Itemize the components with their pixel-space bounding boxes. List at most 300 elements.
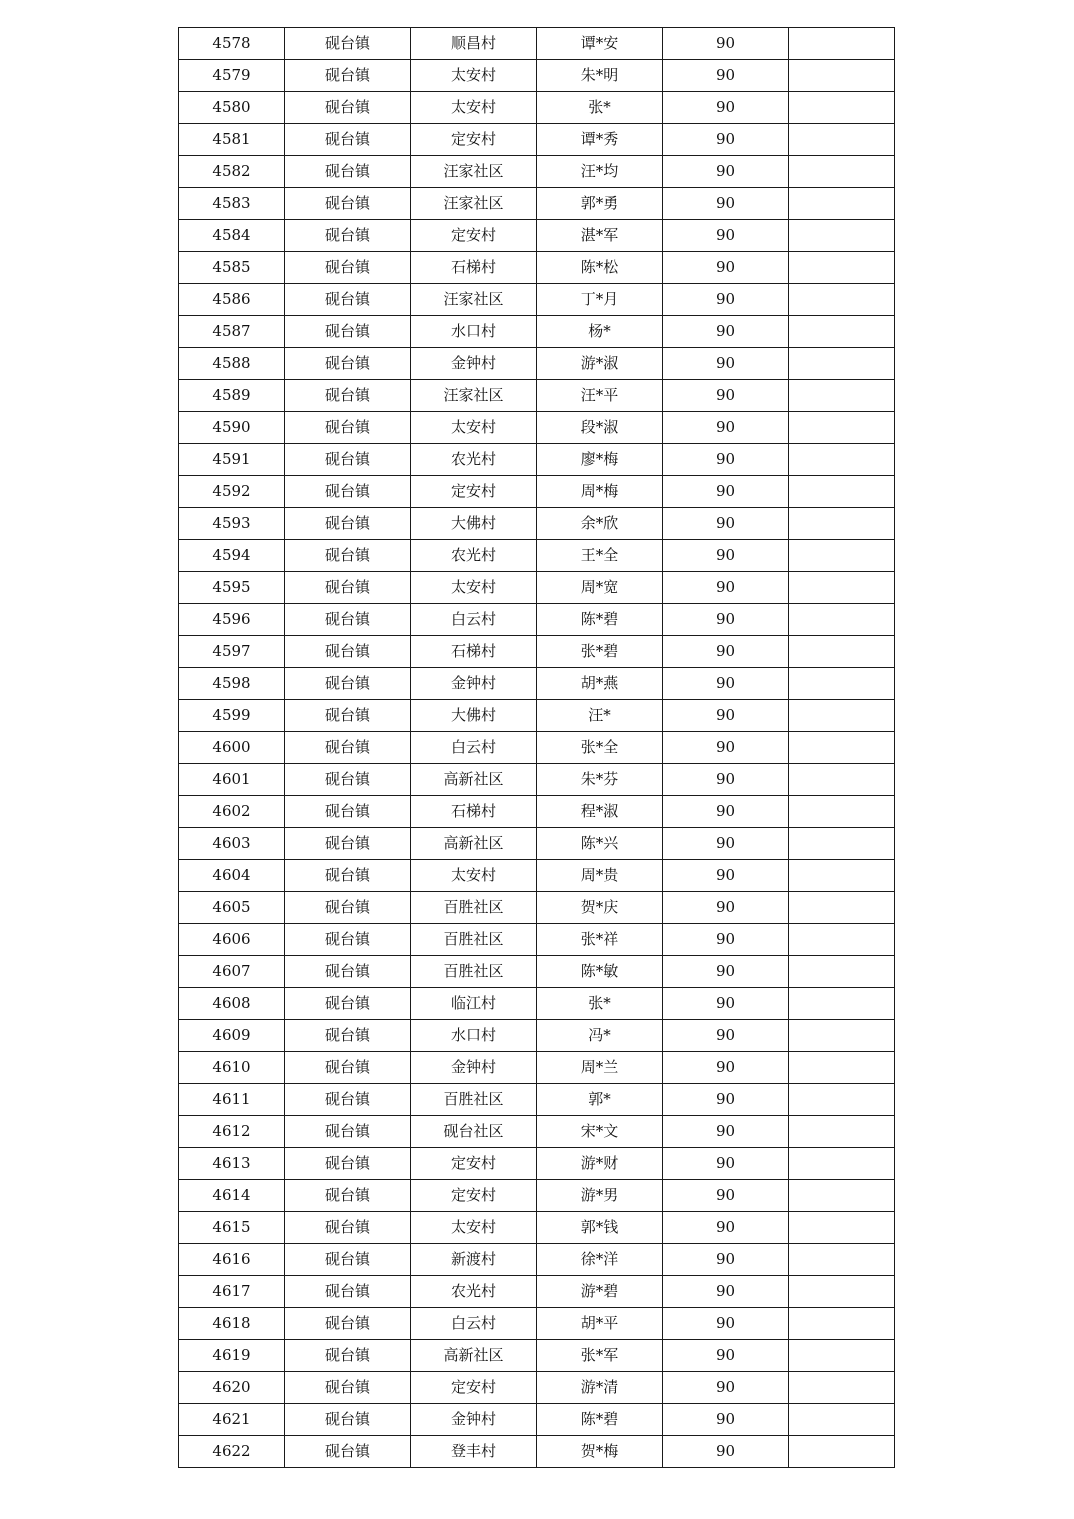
serial-number-cell: 4587 xyxy=(179,316,285,348)
name-cell: 张* xyxy=(537,92,663,124)
amount-cell: 90 xyxy=(663,700,789,732)
town-cell: 砚台镇 xyxy=(285,1116,411,1148)
village-cell: 金钟村 xyxy=(411,348,537,380)
amount-cell: 90 xyxy=(663,1308,789,1340)
note-cell xyxy=(789,732,895,764)
table-row xyxy=(179,92,895,124)
town-cell: 砚台镇 xyxy=(285,508,411,540)
town-cell: 砚台镇 xyxy=(285,1212,411,1244)
note-cell xyxy=(789,1244,895,1276)
town-cell: 砚台镇 xyxy=(285,444,411,476)
amount-cell: 90 xyxy=(663,988,789,1020)
town-cell: 砚台镇 xyxy=(285,348,411,380)
name-cell: 游*碧 xyxy=(537,1276,663,1308)
name-cell: 汪*均 xyxy=(537,156,663,188)
note-cell xyxy=(789,1308,895,1340)
note-cell xyxy=(789,508,895,540)
amount-cell: 90 xyxy=(663,1052,789,1084)
village-cell: 太安村 xyxy=(411,412,537,444)
serial-number-cell: 4615 xyxy=(179,1212,285,1244)
note-cell xyxy=(789,316,895,348)
amount-cell: 90 xyxy=(663,540,789,572)
table-row xyxy=(179,1212,895,1244)
note-cell xyxy=(789,1276,895,1308)
amount-cell: 90 xyxy=(663,1148,789,1180)
name-cell: 胡*燕 xyxy=(537,668,663,700)
serial-number-cell: 4582 xyxy=(179,156,285,188)
name-cell: 宋*文 xyxy=(537,1116,663,1148)
roster-table-body xyxy=(179,28,895,1468)
table-row xyxy=(179,1276,895,1308)
amount-cell: 90 xyxy=(663,220,789,252)
note-cell xyxy=(789,1116,895,1148)
name-cell: 杨* xyxy=(537,316,663,348)
note-cell xyxy=(789,156,895,188)
table-row xyxy=(179,252,895,284)
town-cell: 砚台镇 xyxy=(285,988,411,1020)
village-cell: 高新社区 xyxy=(411,1340,537,1372)
note-cell xyxy=(789,1084,895,1116)
table-row xyxy=(179,188,895,220)
town-cell: 砚台镇 xyxy=(285,60,411,92)
note-cell xyxy=(789,444,895,476)
amount-cell: 90 xyxy=(663,1244,789,1276)
amount-cell: 90 xyxy=(663,124,789,156)
name-cell: 陈*松 xyxy=(537,252,663,284)
serial-number-cell: 4578 xyxy=(179,28,285,60)
amount-cell: 90 xyxy=(663,444,789,476)
village-cell: 新渡村 xyxy=(411,1244,537,1276)
name-cell: 游*男 xyxy=(537,1180,663,1212)
note-cell xyxy=(789,412,895,444)
note-cell xyxy=(789,60,895,92)
serial-number-cell: 4621 xyxy=(179,1404,285,1436)
serial-number-cell: 4583 xyxy=(179,188,285,220)
town-cell: 砚台镇 xyxy=(285,28,411,60)
town-cell: 砚台镇 xyxy=(285,924,411,956)
town-cell: 砚台镇 xyxy=(285,476,411,508)
table-row xyxy=(179,572,895,604)
amount-cell: 90 xyxy=(663,572,789,604)
table-row xyxy=(179,732,895,764)
note-cell xyxy=(789,1340,895,1372)
amount-cell: 90 xyxy=(663,1084,789,1116)
amount-cell: 90 xyxy=(663,1404,789,1436)
table-row xyxy=(179,764,895,796)
village-cell: 汪家社区 xyxy=(411,156,537,188)
name-cell: 陈*碧 xyxy=(537,604,663,636)
village-cell: 农光村 xyxy=(411,1276,537,1308)
serial-number-cell: 4592 xyxy=(179,476,285,508)
name-cell: 张*军 xyxy=(537,1340,663,1372)
name-cell: 廖*梅 xyxy=(537,444,663,476)
town-cell: 砚台镇 xyxy=(285,1404,411,1436)
note-cell xyxy=(789,1436,895,1468)
town-cell: 砚台镇 xyxy=(285,892,411,924)
note-cell xyxy=(789,572,895,604)
town-cell: 砚台镇 xyxy=(285,1244,411,1276)
amount-cell: 90 xyxy=(663,284,789,316)
village-cell: 白云村 xyxy=(411,604,537,636)
table-row xyxy=(179,412,895,444)
serial-number-cell: 4612 xyxy=(179,1116,285,1148)
serial-number-cell: 4614 xyxy=(179,1180,285,1212)
village-cell: 高新社区 xyxy=(411,828,537,860)
amount-cell: 90 xyxy=(663,1020,789,1052)
town-cell: 砚台镇 xyxy=(285,604,411,636)
serial-number-cell: 4581 xyxy=(179,124,285,156)
serial-number-cell: 4618 xyxy=(179,1308,285,1340)
table-row xyxy=(179,1052,895,1084)
name-cell: 胡*平 xyxy=(537,1308,663,1340)
amount-cell: 90 xyxy=(663,924,789,956)
serial-number-cell: 4598 xyxy=(179,668,285,700)
name-cell: 冯* xyxy=(537,1020,663,1052)
name-cell: 陈*碧 xyxy=(537,1404,663,1436)
village-cell: 百胜社区 xyxy=(411,1084,537,1116)
name-cell: 王*全 xyxy=(537,540,663,572)
town-cell: 砚台镇 xyxy=(285,1372,411,1404)
serial-number-cell: 4603 xyxy=(179,828,285,860)
table-row xyxy=(179,220,895,252)
table-row xyxy=(179,924,895,956)
town-cell: 砚台镇 xyxy=(285,636,411,668)
town-cell: 砚台镇 xyxy=(285,1276,411,1308)
amount-cell: 90 xyxy=(663,412,789,444)
name-cell: 张*祥 xyxy=(537,924,663,956)
village-cell: 百胜社区 xyxy=(411,924,537,956)
table-row xyxy=(179,508,895,540)
village-cell: 太安村 xyxy=(411,60,537,92)
village-cell: 太安村 xyxy=(411,1212,537,1244)
name-cell: 周*宽 xyxy=(537,572,663,604)
name-cell: 游*淑 xyxy=(537,348,663,380)
town-cell: 砚台镇 xyxy=(285,572,411,604)
village-cell: 登丰村 xyxy=(411,1436,537,1468)
village-cell: 石梯村 xyxy=(411,252,537,284)
amount-cell: 90 xyxy=(663,316,789,348)
name-cell: 汪*平 xyxy=(537,380,663,412)
table-row xyxy=(179,860,895,892)
amount-cell: 90 xyxy=(663,796,789,828)
table-row xyxy=(179,1308,895,1340)
table-row xyxy=(179,60,895,92)
serial-number-cell: 4595 xyxy=(179,572,285,604)
name-cell: 丁*月 xyxy=(537,284,663,316)
serial-number-cell: 4620 xyxy=(179,1372,285,1404)
name-cell: 陈*兴 xyxy=(537,828,663,860)
amount-cell: 90 xyxy=(663,1116,789,1148)
amount-cell: 90 xyxy=(663,1372,789,1404)
village-cell: 白云村 xyxy=(411,1308,537,1340)
table-row xyxy=(179,348,895,380)
note-cell xyxy=(789,1180,895,1212)
village-cell: 太安村 xyxy=(411,92,537,124)
serial-number-cell: 4585 xyxy=(179,252,285,284)
note-cell xyxy=(789,380,895,412)
table-row xyxy=(179,124,895,156)
note-cell xyxy=(789,476,895,508)
town-cell: 砚台镇 xyxy=(285,1052,411,1084)
name-cell: 程*淑 xyxy=(537,796,663,828)
town-cell: 砚台镇 xyxy=(285,220,411,252)
amount-cell: 90 xyxy=(663,28,789,60)
amount-cell: 90 xyxy=(663,1180,789,1212)
serial-number-cell: 4619 xyxy=(179,1340,285,1372)
serial-number-cell: 4610 xyxy=(179,1052,285,1084)
town-cell: 砚台镇 xyxy=(285,92,411,124)
village-cell: 金钟村 xyxy=(411,1404,537,1436)
amount-cell: 90 xyxy=(663,252,789,284)
table-row xyxy=(179,1148,895,1180)
town-cell: 砚台镇 xyxy=(285,956,411,988)
note-cell xyxy=(789,860,895,892)
serial-number-cell: 4597 xyxy=(179,636,285,668)
table-row xyxy=(179,1180,895,1212)
town-cell: 砚台镇 xyxy=(285,668,411,700)
name-cell: 谭*安 xyxy=(537,28,663,60)
note-cell xyxy=(789,604,895,636)
serial-number-cell: 4586 xyxy=(179,284,285,316)
serial-number-cell: 4604 xyxy=(179,860,285,892)
village-cell: 高新社区 xyxy=(411,764,537,796)
table-row xyxy=(179,156,895,188)
note-cell xyxy=(789,188,895,220)
serial-number-cell: 4600 xyxy=(179,732,285,764)
table-row xyxy=(179,476,895,508)
amount-cell: 90 xyxy=(663,92,789,124)
name-cell: 周*贵 xyxy=(537,860,663,892)
amount-cell: 90 xyxy=(663,636,789,668)
table-row xyxy=(179,828,895,860)
serial-number-cell: 4594 xyxy=(179,540,285,572)
table-row xyxy=(179,1340,895,1372)
serial-number-cell: 4601 xyxy=(179,764,285,796)
serial-number-cell: 4588 xyxy=(179,348,285,380)
name-cell: 游*清 xyxy=(537,1372,663,1404)
village-cell: 农光村 xyxy=(411,540,537,572)
name-cell: 朱*芬 xyxy=(537,764,663,796)
note-cell xyxy=(789,1052,895,1084)
amount-cell: 90 xyxy=(663,604,789,636)
note-cell xyxy=(789,892,895,924)
table-row xyxy=(179,1020,895,1052)
table-row xyxy=(179,1404,895,1436)
note-cell xyxy=(789,1148,895,1180)
serial-number-cell: 4596 xyxy=(179,604,285,636)
table-row xyxy=(179,1116,895,1148)
serial-number-cell: 4579 xyxy=(179,60,285,92)
name-cell: 徐*洋 xyxy=(537,1244,663,1276)
village-cell: 大佛村 xyxy=(411,508,537,540)
amount-cell: 90 xyxy=(663,956,789,988)
serial-number-cell: 4607 xyxy=(179,956,285,988)
note-cell xyxy=(789,92,895,124)
town-cell: 砚台镇 xyxy=(285,796,411,828)
name-cell: 郭*钱 xyxy=(537,1212,663,1244)
serial-number-cell: 4584 xyxy=(179,220,285,252)
name-cell: 周*兰 xyxy=(537,1052,663,1084)
note-cell xyxy=(789,1404,895,1436)
note-cell xyxy=(789,924,895,956)
amount-cell: 90 xyxy=(663,860,789,892)
village-cell: 水口村 xyxy=(411,1020,537,1052)
note-cell xyxy=(789,668,895,700)
table-row xyxy=(179,668,895,700)
name-cell: 游*财 xyxy=(537,1148,663,1180)
table-row xyxy=(179,1084,895,1116)
table-row xyxy=(179,700,895,732)
town-cell: 砚台镇 xyxy=(285,1340,411,1372)
name-cell: 周*梅 xyxy=(537,476,663,508)
table-row xyxy=(179,444,895,476)
amount-cell: 90 xyxy=(663,60,789,92)
serial-number-cell: 4593 xyxy=(179,508,285,540)
village-cell: 金钟村 xyxy=(411,668,537,700)
table-row xyxy=(179,1244,895,1276)
name-cell: 张*碧 xyxy=(537,636,663,668)
serial-number-cell: 4608 xyxy=(179,988,285,1020)
serial-number-cell: 4589 xyxy=(179,380,285,412)
name-cell: 朱*明 xyxy=(537,60,663,92)
name-cell: 张* xyxy=(537,988,663,1020)
village-cell: 汪家社区 xyxy=(411,188,537,220)
serial-number-cell: 4609 xyxy=(179,1020,285,1052)
amount-cell: 90 xyxy=(663,156,789,188)
note-cell xyxy=(789,956,895,988)
name-cell: 陈*敏 xyxy=(537,956,663,988)
serial-number-cell: 4616 xyxy=(179,1244,285,1276)
table-row xyxy=(179,1436,895,1468)
serial-number-cell: 4590 xyxy=(179,412,285,444)
village-cell: 百胜社区 xyxy=(411,956,537,988)
town-cell: 砚台镇 xyxy=(285,252,411,284)
name-cell: 谭*秀 xyxy=(537,124,663,156)
roster-table xyxy=(178,27,895,1468)
note-cell xyxy=(789,540,895,572)
town-cell: 砚台镇 xyxy=(285,764,411,796)
town-cell: 砚台镇 xyxy=(285,828,411,860)
serial-number-cell: 4605 xyxy=(179,892,285,924)
amount-cell: 90 xyxy=(663,892,789,924)
note-cell xyxy=(789,284,895,316)
serial-number-cell: 4617 xyxy=(179,1276,285,1308)
village-cell: 汪家社区 xyxy=(411,380,537,412)
name-cell: 贺*梅 xyxy=(537,1436,663,1468)
note-cell xyxy=(789,1020,895,1052)
note-cell xyxy=(789,1212,895,1244)
amount-cell: 90 xyxy=(663,380,789,412)
note-cell xyxy=(789,348,895,380)
village-cell: 汪家社区 xyxy=(411,284,537,316)
serial-number-cell: 4606 xyxy=(179,924,285,956)
town-cell: 砚台镇 xyxy=(285,540,411,572)
amount-cell: 90 xyxy=(663,828,789,860)
village-cell: 太安村 xyxy=(411,860,537,892)
village-cell: 水口村 xyxy=(411,316,537,348)
amount-cell: 90 xyxy=(663,1212,789,1244)
town-cell: 砚台镇 xyxy=(285,380,411,412)
serial-number-cell: 4580 xyxy=(179,92,285,124)
village-cell: 白云村 xyxy=(411,732,537,764)
serial-number-cell: 4611 xyxy=(179,1084,285,1116)
amount-cell: 90 xyxy=(663,668,789,700)
serial-number-cell: 4622 xyxy=(179,1436,285,1468)
amount-cell: 90 xyxy=(663,476,789,508)
village-cell: 太安村 xyxy=(411,572,537,604)
table-row xyxy=(179,316,895,348)
table-row xyxy=(179,892,895,924)
amount-cell: 90 xyxy=(663,1436,789,1468)
village-cell: 百胜社区 xyxy=(411,892,537,924)
note-cell xyxy=(789,252,895,284)
table-row xyxy=(179,380,895,412)
note-cell xyxy=(789,828,895,860)
serial-number-cell: 4613 xyxy=(179,1148,285,1180)
town-cell: 砚台镇 xyxy=(285,156,411,188)
town-cell: 砚台镇 xyxy=(285,316,411,348)
amount-cell: 90 xyxy=(663,188,789,220)
table-row xyxy=(179,956,895,988)
town-cell: 砚台镇 xyxy=(285,1020,411,1052)
note-cell xyxy=(789,1372,895,1404)
amount-cell: 90 xyxy=(663,732,789,764)
village-cell: 定安村 xyxy=(411,124,537,156)
table-row xyxy=(179,1372,895,1404)
amount-cell: 90 xyxy=(663,1276,789,1308)
note-cell xyxy=(789,796,895,828)
name-cell: 汪* xyxy=(537,700,663,732)
village-cell: 定安村 xyxy=(411,1180,537,1212)
table-row xyxy=(179,988,895,1020)
town-cell: 砚台镇 xyxy=(285,1148,411,1180)
town-cell: 砚台镇 xyxy=(285,860,411,892)
table-row xyxy=(179,28,895,60)
village-cell: 定安村 xyxy=(411,1372,537,1404)
serial-number-cell: 4602 xyxy=(179,796,285,828)
table-row xyxy=(179,636,895,668)
town-cell: 砚台镇 xyxy=(285,732,411,764)
amount-cell: 90 xyxy=(663,348,789,380)
village-cell: 砚台社区 xyxy=(411,1116,537,1148)
village-cell: 顺昌村 xyxy=(411,28,537,60)
name-cell: 湛*军 xyxy=(537,220,663,252)
amount-cell: 90 xyxy=(663,764,789,796)
village-cell: 大佛村 xyxy=(411,700,537,732)
village-cell: 农光村 xyxy=(411,444,537,476)
village-cell: 定安村 xyxy=(411,1148,537,1180)
note-cell xyxy=(789,124,895,156)
note-cell xyxy=(789,220,895,252)
town-cell: 砚台镇 xyxy=(285,284,411,316)
village-cell: 石梯村 xyxy=(411,636,537,668)
town-cell: 砚台镇 xyxy=(285,412,411,444)
town-cell: 砚台镇 xyxy=(285,1084,411,1116)
village-cell: 金钟村 xyxy=(411,1052,537,1084)
amount-cell: 90 xyxy=(663,508,789,540)
name-cell: 段*淑 xyxy=(537,412,663,444)
name-cell: 张*全 xyxy=(537,732,663,764)
name-cell: 贺*庆 xyxy=(537,892,663,924)
name-cell: 郭* xyxy=(537,1084,663,1116)
amount-cell: 90 xyxy=(663,1340,789,1372)
village-cell: 石梯村 xyxy=(411,796,537,828)
village-cell: 定安村 xyxy=(411,476,537,508)
serial-number-cell: 4599 xyxy=(179,700,285,732)
town-cell: 砚台镇 xyxy=(285,1180,411,1212)
table-row xyxy=(179,604,895,636)
town-cell: 砚台镇 xyxy=(285,1308,411,1340)
